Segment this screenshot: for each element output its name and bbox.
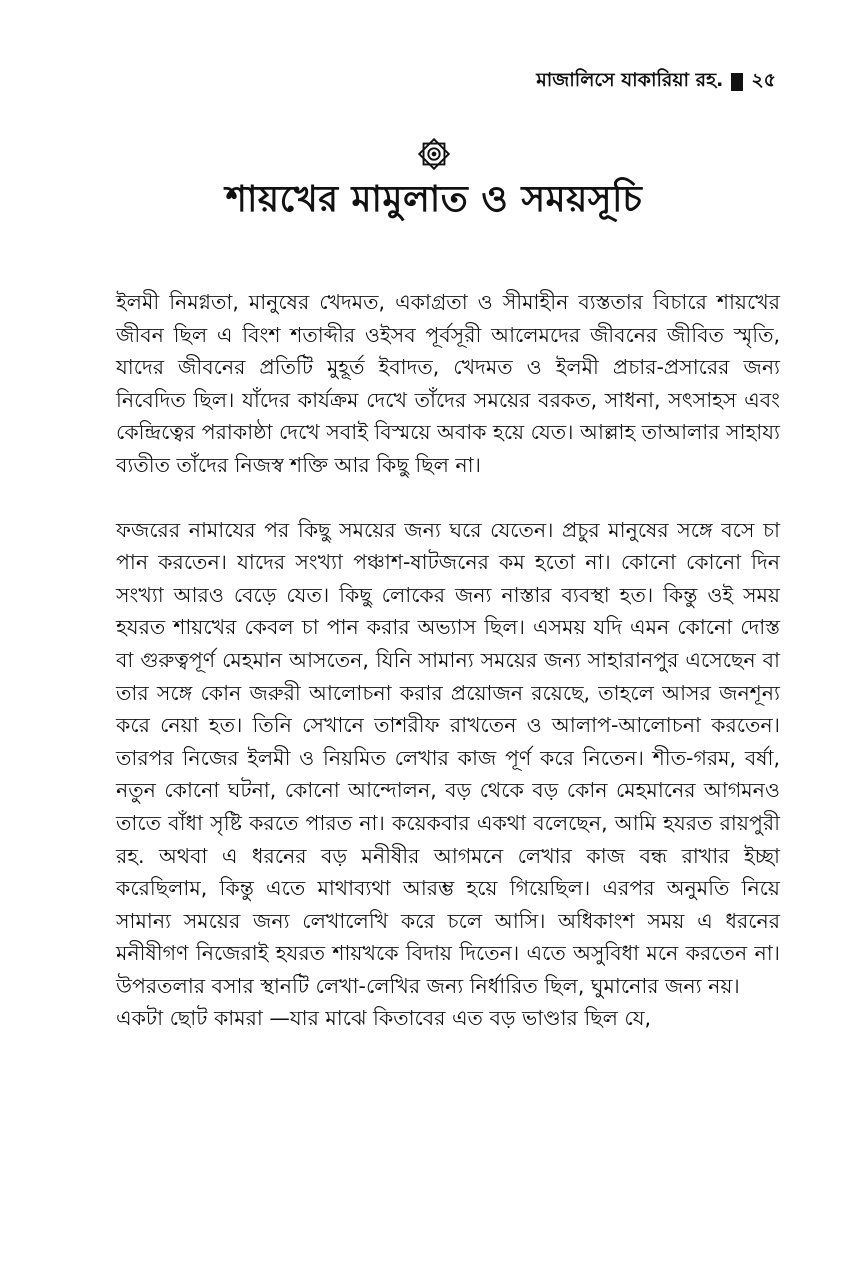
- page-number: ২৫: [751, 69, 776, 91]
- chapter-title: শায়খের মামুলাত ও সময়সূচি: [225, 179, 643, 220]
- book-title: মাজালিসে যাকারিয়া রহ.: [536, 69, 724, 91]
- floral-ornament-icon: [415, 135, 453, 173]
- running-header: [536, 66, 776, 98]
- header-square-mark: [731, 73, 743, 91]
- paragraph-2: ফজরের নামাযের পর কিছু সময়ের জন্য ঘরে যেতেন। প্রচুর মানুষের সঙ্গে বসে চা পান করতেন। যাদের সংখ্যা পঞ্চাশ-ষাটজনের কম হতো না। কোনো কোনো দিন সংখ্যা আরও বেড়ে যেত। কিছু লোকের জন্য নাস্তার ব্যবস্থা হত। কিন্তু ওই সময় হযরত শায়খের কেবল চা পান করার অভ্যাস ছিল। এসময় যদি এমন কোনো দোস্ত বা গুরুত্বপূর্ণ মেহমান আসতেন, যিনি সামান্য সময়ের জন্য সাহারানপুর এসেছেন বা তার সঙ্গে কোন জরুরী আলোচনা করার প্রয়োজন রয়েছে, তাহলে আসর জনশূন্য করে নেয়া হত। তিনি সেখানে তাশরীফ রাখতেন ও আলাপ-আলোচনা করতেন। তারপর নিজের ইলমী ও নিয়মিত লেখার কাজ পূর্ণ করে নিতেন। শীত-গরম, বর্ষা, নতুন কোনো ঘটনা, কোনো আন্দোলন, বড় থেকে বড় কোন মেহমানের আগমনও তাতে বাঁধা সৃষ্টি করতে পারত না। কয়েকবার একথা বলেছেন, আমি হযরত রায়পুরী রহ. অথবা এ ধরনের বড় মনীষীর আগমনে লেখার কাজ বন্ধ রাখার ইচ্ছা করেছিলাম, কিন্তু এতে মাথাব্যথা আরম্ভ হয়ে গিয়েছিল। এরপর অনুমতি নিয়ে সামান্য সময়ের জন্য লেখালেখি করে চলে আসি। অধিকাংশ সময় এ ধরনের মনীষীগণ নিজেরাই হযরত শায়খকে বিদায় দিতেন। এতে অসুবিধা মনে করতেন না। উপরতলার বসার স্থানটি লেখা-লেখির জন্য নির্ধারিত ছিল, ঘুমানোর জন্য নয়।: [116, 517, 780, 998]
- paragraph-3: একটা ছোট কামরা —যার মাঝে কিতাবের এত বড় ভাণ্ডার ছিল যে,: [116, 1006, 652, 1031]
- paragraph-1: ইলমী নিমগ্নতা, মানুষের খেদমত, একাগ্রতা ও সীমাহীন ব্যস্ততার বিচারে শায়খের জীবন ছিল এ বিংশ শতাব্দীর ওইসব পূর্বসূরী আলেমদের জীবনের জীবিত স্মৃতি, যাদের জীবনের প্রতিটি মুহূর্ত ইবাদত, খেদমত ও ইলমী প্রচার-প্রসারের জন্য নিবেদিত ছিল। যাঁদের কার্যক্রম দেখে তাঁদের সময়ের বরকত, সাধনা, সৎসাহস এবং কেন্দ্রিত্বের পরাকাষ্ঠা দেখে সবাই বিস্ময়ে অবাক হয়ে যেত। আল্লাহ তাআলার সাহায্য ব্যতীত তাঁদের নিজস্ব শক্তি আর কিছু ছিল না।: [116, 290, 780, 477]
- body-text: [116, 286, 780, 1035]
